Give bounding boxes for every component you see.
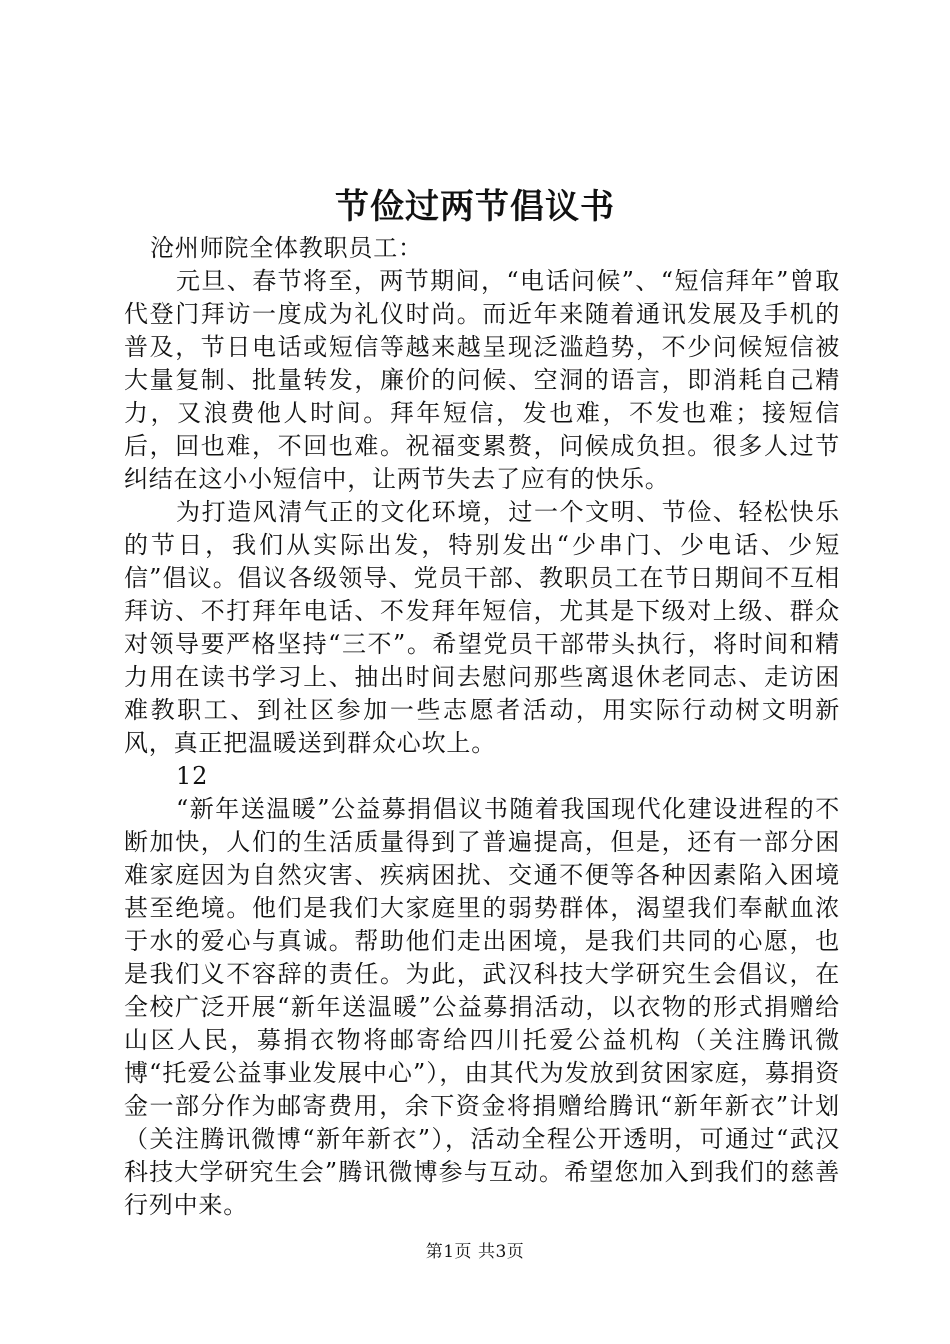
paragraph-1: 元旦、春节将至，两节期间，“电话问候”、“短信拜年”曾取代登门拜访一度成为礼仪时尚。而近年来随着通讯发展及手机的普及，节日电话或短信等越来越呈现泛滥趋势，不少问候短信被大量复制、批量转发，廉价的问候、空洞的语言，即消耗自己精力，又浪费他人时间。拜年短信，发也难，不发也难；接短信后，回也难，不回也难。祝福变累赘，问候成负担。很多人过节纠结在这小小短信中，让两节失去了应有的快乐。 xyxy=(124,267,840,493)
document-title: 节俭过两节倡议书 xyxy=(335,187,615,227)
document-body xyxy=(124,232,840,1222)
page-number: 第1页 共3页 xyxy=(425,1242,525,1262)
salutation: 沧州师院全体教职员工： xyxy=(150,234,423,262)
paragraph-number: 12 xyxy=(176,762,209,790)
paragraph-3: “新年送温暖”公益募捐倡议书随着我国现代化建设进程的不断加快，人们的生活质量得到了普遍提高，但是，还有一部分困难家庭因为自然灾害、疾病困扰、交通不便等各种因素陷入困境甚至绝境。他们是我们大家庭里的弱势群体，渴望我们奉献血浓于水的爱心与真诚。帮助他们走出困境，是我们共同的心愿，也是我们义不容辞的责任。为此，武汉科技大学研究生会倡议，在全校广泛开展“新年送温暖”公益募捐活动，以衣物的形式捐赠给山区人民，募捐衣物将邮寄给四川托爱公益机构（关注腾讯微博“托爱公益事业发展中心”），由其代为发放到贫困家庭，募捐资金一部分作为邮寄费用，余下资金将捐赠给腾讯“新年新衣”计划（关注腾讯微博“新年新衣”），活动全程公开透明，可通过“武汉科技大学研究生会”腾讯微博参与互动。希望您加入到我们的慈善行列中来。 xyxy=(124,795,840,1219)
paragraph-2: 为打造风清气正的文化环境，过一个文明、节俭、轻松快乐的节日，我们从实际出发，特别发出“少串门、少电话、少短信”倡议。倡议各级领导、党员干部、教职员工在节日期间不互相拜访、不打拜年电话、不发拜年短信，尤其是下级对上级、群众对领导要严格坚持“三不”。希望党员干部带头执行，将时间和精力用在读书学习上、抽出时间去慰问那些离退休老同志、走访困难教职工、到社区参加一些志愿者活动，用实际行动树文明新风，真正把温暖送到群众心坎上。 xyxy=(124,498,840,757)
